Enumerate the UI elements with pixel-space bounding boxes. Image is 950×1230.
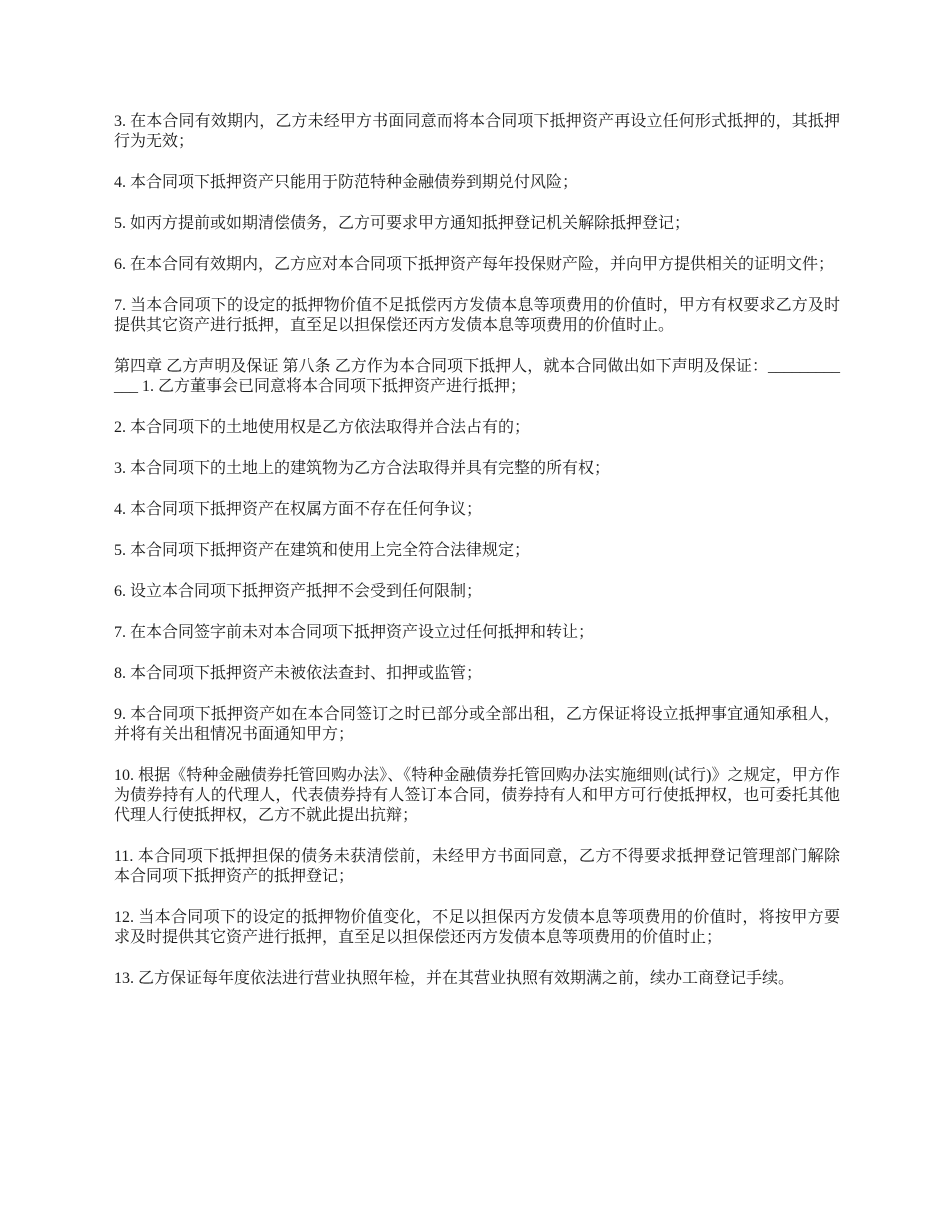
clause-3-invalid-remortgage: 3. 在本合同有效期内，乙方未经甲方书面同意而将本合同项下抵押资产再设立任何形式抵押的，其抵押行为无效； [114, 113, 840, 150]
clause-6-insurance: 6. 在本合同有效期内，乙方应对本合同项下抵押资产每年投保财产险，并向甲方提供相关的证明文件； [114, 256, 835, 273]
warranty-12-value-change: 12. 当本合同项下的设定的抵押物价值变化，不足以担保丙方发债本息等项费用的价值时，将按甲方要求及时提供其它资产进行抵押，直至足以担保偿还丙方发债本息等项费用的价值时止； [114, 909, 840, 946]
clause-7-additional-collateral: 7. 当本合同项下的设定的抵押物价值不足抵偿丙方发债本息等项费用的价值时，甲方有权要求乙方及时提供其它资产进行抵押，直至足以担保偿还丙方发债本息等项费用的价值时止。 [114, 297, 840, 334]
warranty-2-land-use-right: 2. 本合同项下的土地使用权是乙方依法取得并合法占有的； [114, 419, 531, 436]
warranty-3-building-ownership: 3. 本合同项下的土地上的建筑物为乙方合法取得并具有完整的所有权； [114, 460, 611, 477]
warranty-6-no-restriction: 6. 设立本合同项下抵押资产抵押不会受到任何限制； [114, 583, 483, 600]
warranty-11-no-deregistration: 11. 本合同项下抵押担保的债务未获清偿前，未经甲方书面同意，乙方不得要求抵押登记管理部门解除本合同项下抵押资产的抵押登记； [114, 848, 840, 885]
warranty-10-agent-authority: 10. 根据《特种金融债券托管回购办法》、《特种金融债券托管回购办法实施细则(试行)》之规定，甲方作为债券持有人的代理人，代表债券持有人签订本合同，债券持有人和甲方可行使抵押权，也可委托其他代理人行使抵押权，乙方不就此提出抗辩； [114, 767, 840, 824]
clause-4-usage-restriction: 4. 本合同项下抵押资产只能用于防范特种金融债券到期兑付风险； [114, 174, 579, 191]
warranty-9-lease-notice: 9. 本合同项下抵押资产如在本合同签订之时已部分或全部出租，乙方保证将设立抵押事宜通知承租人，并将有关出租情况书面通知甲方； [114, 706, 840, 743]
warranty-4-no-dispute: 4. 本合同项下抵押资产在权属方面不存在任何争议； [114, 501, 483, 518]
warranty-7-no-prior-mortgage: 7. 在本合同签字前未对本合同项下抵押资产设立过任何抵押和转让； [114, 624, 595, 641]
clause-5-release-registration: 5. 如丙方提前或如期清偿债务，乙方可要求甲方通知抵押登记机关解除抵押登记； [114, 215, 691, 232]
document-page [114, 112, 840, 1010]
warranty-13-license-renewal: 13. 乙方保证每年度依法进行营业执照年检，并在其营业执照有效期满之前，续办工商登记手续。 [114, 970, 795, 987]
chapter-4-heading-clause-1: 第四章 乙方声明及保证 第八条 乙方作为本合同项下抵押人，就本合同做出如下声明及保证：____________ 1. 乙方董事会已同意将本合同项下抵押资产进行抵押； [114, 358, 840, 395]
warranty-5-legal-compliance: 5. 本合同项下抵押资产在建筑和使用上完全符合法律规定； [114, 542, 531, 559]
warranty-8-not-seized: 8. 本合同项下抵押资产未被依法查封、扣押或监管； [114, 665, 483, 682]
